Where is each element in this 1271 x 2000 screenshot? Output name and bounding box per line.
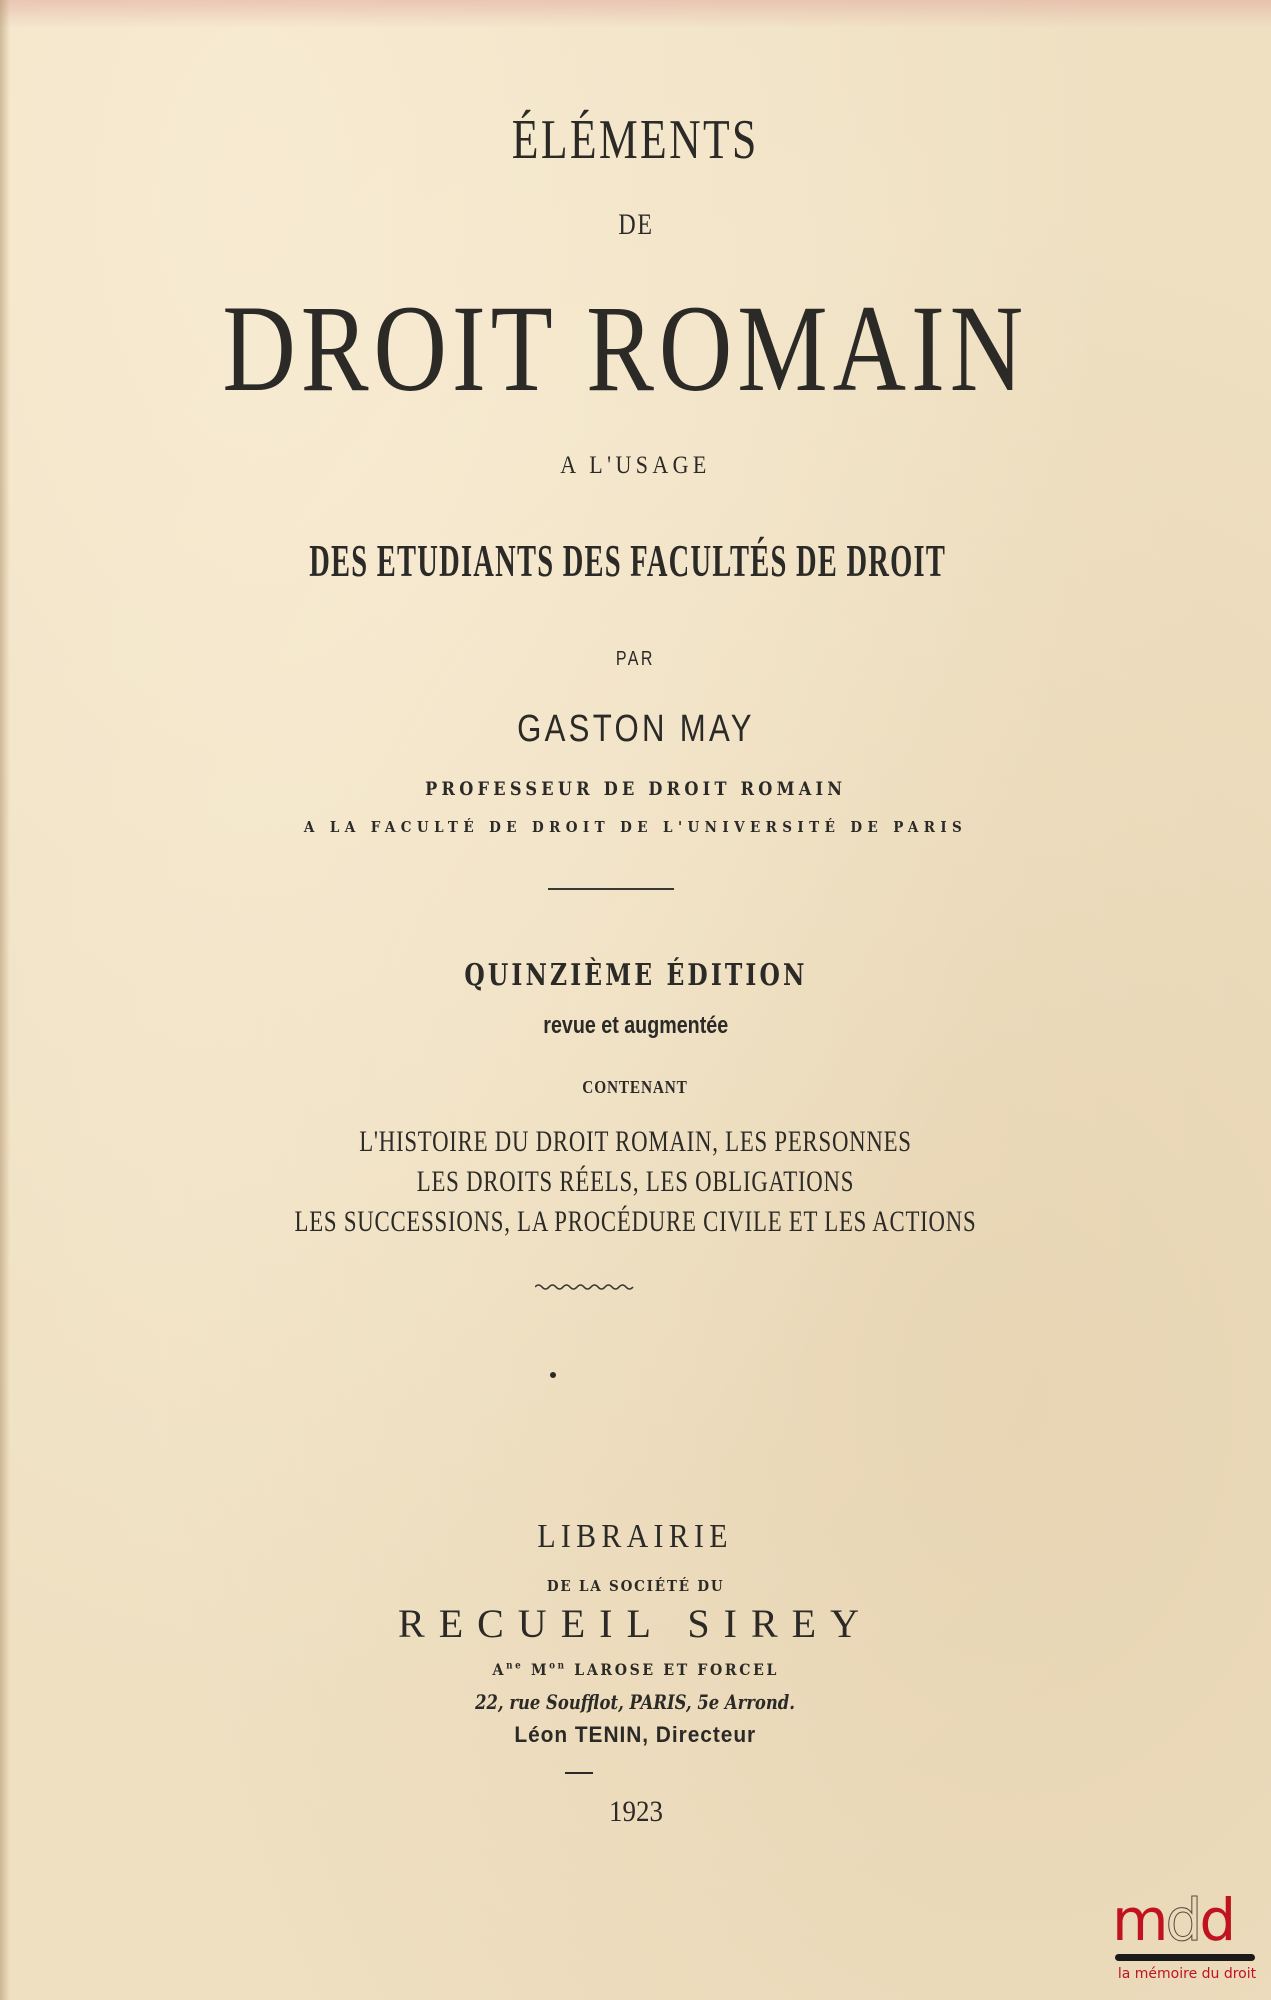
publisher-name (0, 1600, 1271, 1647)
title-de (0, 208, 1271, 242)
formerly-m: M (530, 1660, 549, 1679)
ornament-squiggle-icon (535, 1282, 635, 1292)
contents-heading (0, 1077, 1271, 1098)
title-de-text: DE (617, 208, 654, 241)
formerly-names: LAROSE ET FORCEL (573, 1660, 779, 1679)
title-main-text: DROIT ROMAIN (222, 280, 1029, 417)
logo-d: d (1199, 1886, 1234, 1954)
publication-year (0, 1795, 1271, 1829)
title-elements (0, 108, 1271, 172)
title-elements-text: ÉLÉMENTS (512, 109, 759, 171)
contents-line: LES DROITS RÉELS, LES OBLIGATIONS (416, 1165, 855, 1198)
subtitle-usage-text: A L'USAGE (560, 452, 711, 479)
publisher-director-text: Léon TENIN, Directeur (514, 1722, 757, 1747)
author-affiliation (0, 818, 1271, 836)
author-role (0, 778, 1271, 800)
logo-m: m (1112, 1886, 1166, 1954)
publisher-formerly (0, 1660, 1271, 1679)
publisher-address (0, 1690, 1271, 1714)
subtitle-usage (0, 452, 1271, 480)
publisher-librairie (0, 1518, 1271, 1556)
subtitle-audience (0, 534, 1263, 587)
mdd-watermark-logo (1112, 1886, 1262, 1990)
ink-dot (550, 1372, 556, 1378)
subtitle-audience-text: DES ETUDIANTS DES FACULTÉS DE DROIT (309, 535, 946, 586)
publication-year-text: 1923 (608, 1795, 663, 1828)
by-label (0, 648, 1271, 671)
edition-note-text: revue et augmentée (543, 1012, 728, 1039)
contents-line: LES SUCCESSIONS, LA PROCÉDURE CIVILE ET LES ACTIONS (294, 1205, 977, 1238)
contents-line: L'HISTOIRE DU DROIT ROMAIN, LES PERSONNES (359, 1125, 912, 1158)
mdd-logo-icon (1112, 1886, 1234, 1954)
publisher-director (0, 1722, 1271, 1748)
year-dash (565, 1772, 593, 1774)
paper-stain (0, 0, 1271, 28)
author-name (0, 708, 1271, 751)
logo-bar (1115, 1954, 1255, 1961)
publisher-name-text: RECUEIL SIREY (398, 1601, 873, 1646)
publisher-address-text: 22, rue Soufflot, PARIS, 5e Arrond. (475, 1690, 796, 1714)
edition-label (0, 958, 1271, 993)
formerly-a: A (492, 1660, 506, 1679)
edition-note (0, 1012, 1271, 1040)
author-affiliation-text: A LA FACULTÉ DE DROIT DE L'UNIVERSITÉ DE PARIS (303, 818, 968, 836)
formerly-a-sup: ne (505, 1660, 524, 1672)
logo-d-outline: d (1165, 1886, 1200, 1954)
logo-tagline: la mémoire du droit (1117, 1966, 1257, 1982)
title-main (0, 278, 1261, 420)
edition-label-text: QUINZIÈME ÉDITION (463, 958, 808, 993)
publisher-librairie-text: LIBRAIRIE (537, 1518, 734, 1555)
contents-list (0, 1122, 1271, 1242)
publisher-societe (0, 1577, 1271, 1595)
divider-rule (548, 888, 674, 890)
formerly-m-sup: on (548, 1660, 567, 1672)
contents-heading-text: CONTENANT (582, 1077, 689, 1097)
by-label-text: PAR (616, 648, 655, 670)
author-name-text: GASTON MAY (516, 708, 755, 750)
author-role-text: PROFESSEUR DE DROIT ROMAIN (424, 778, 847, 800)
publisher-societe-text: DE LA SOCIÉTÉ DU (546, 1577, 725, 1595)
